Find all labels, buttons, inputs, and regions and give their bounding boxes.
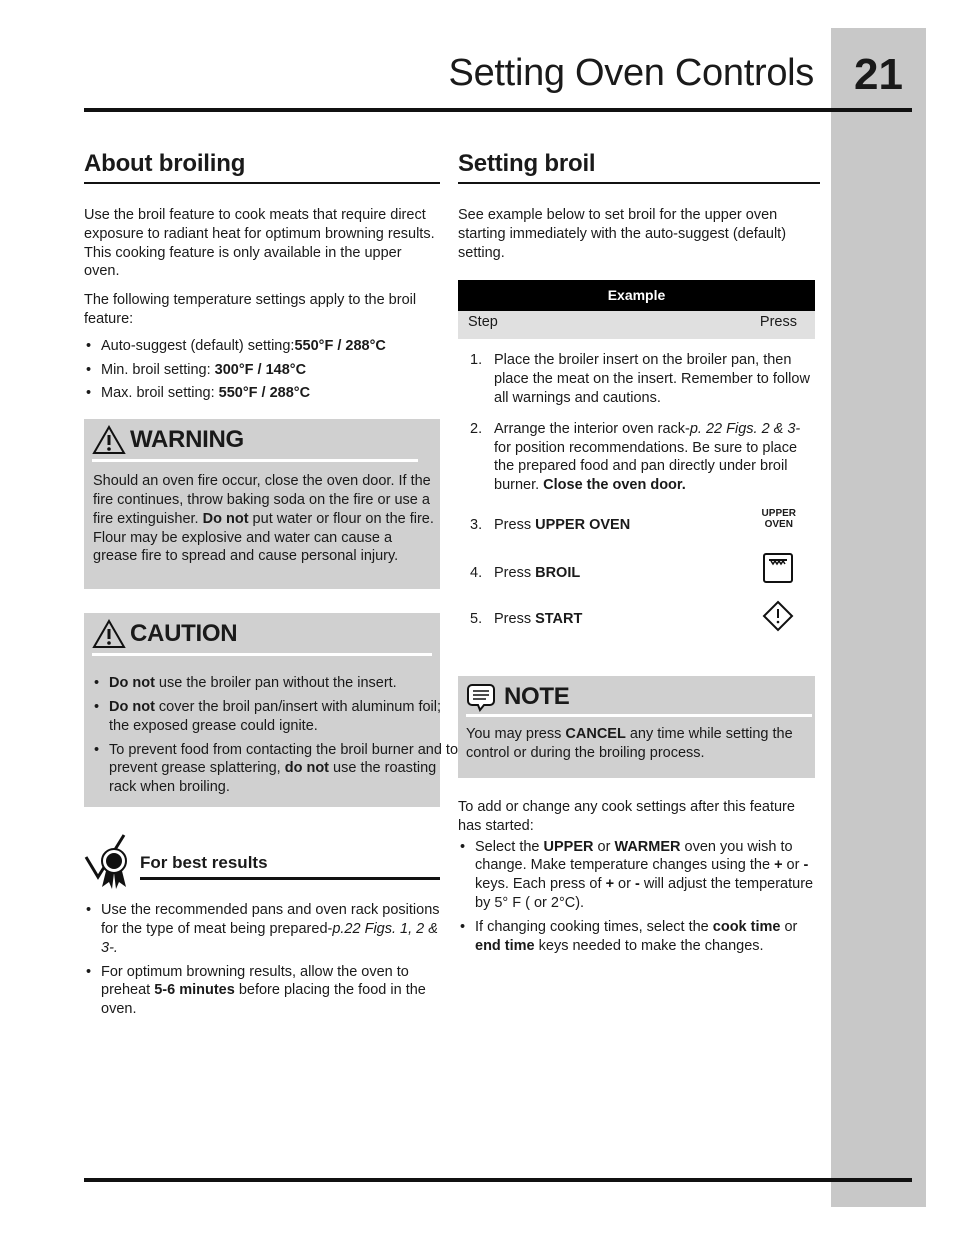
setting-broil-heading: Setting broil: [458, 150, 820, 184]
note-box: [458, 676, 815, 778]
warning-triangle-icon: [92, 425, 126, 455]
step-5: 5. Press START: [458, 610, 820, 646]
example-title: Example: [458, 280, 815, 311]
about-para-1: Use the broil feature to cook meats that require direct exposure to radiant heat for optimum browning results. This cooking feature is only available in the upper oven.: [84, 207, 435, 280]
title-rule: [84, 108, 912, 112]
best-results-title: For best results: [140, 853, 268, 873]
example-table: [458, 280, 815, 339]
steps-list: [458, 351, 820, 646]
about-para-2: The following temperature settings apply to the broil feature:: [84, 292, 417, 327]
step-4: 4. Press BROIL: [458, 564, 820, 600]
side-tab-bar: [831, 28, 926, 1207]
about-broiling-column: [84, 150, 459, 1024]
broil-settings-list: [84, 337, 440, 403]
upper-oven-key[interactable]: UPPER OVEN: [761, 507, 796, 530]
after-start-list: [458, 838, 820, 956]
note-header: [458, 676, 815, 714]
caution-list: [84, 664, 464, 797]
caution-triangle-icon: [92, 619, 126, 649]
after-start-section: [458, 798, 820, 955]
bottom-rule: [84, 1178, 912, 1182]
after-start-intro: To add or change any cook settings after this feature has started:: [458, 798, 795, 834]
note-text: You may press CANCEL any time while setting the control or during the broiling process.: [466, 725, 793, 761]
list-item: • Auto-suggest (default) setting:550°F / 288°C: [84, 337, 440, 356]
note-speech-icon: [466, 682, 496, 712]
col-press: Press: [759, 314, 797, 331]
caution-box: [84, 613, 459, 807]
list-item: • For optimum browning results, allow the oven to preheat 5-6 minutes before placing the food in the oven.: [84, 963, 440, 1019]
warning-header: [84, 419, 440, 459]
about-broiling-heading: About broiling: [84, 150, 440, 184]
list-item: • To prevent food from contacting the broil burner and to prevent grease splattering, do not use the roasting rack when broiling.: [92, 741, 464, 797]
ribbon-check-icon: [84, 833, 134, 891]
page-title: Setting Oven Controls: [448, 52, 814, 94]
note-title: NOTE: [504, 682, 570, 710]
page-number: 21: [854, 50, 903, 99]
caution-header: [84, 613, 440, 653]
list-item: • Do not cover the broil pan/insert with aluminum foil; the exposed grease could ignite.: [92, 698, 464, 736]
best-results-header: [84, 833, 440, 893]
col-step: Step: [468, 314, 498, 331]
step-2: 2. Arrange the interior oven rack-p. 22 Figs. 2 & 3- for position recommendations. Be sure to place the prepared food and pan directly under broil burner. Close the oven door.: [470, 420, 801, 494]
list-item: • Max. broil setting: 550°F / 288°C: [84, 384, 440, 403]
setting-broil-intro: See example below to set broil for the upper oven starting immediately with the auto-suggest (default) setting.: [458, 207, 787, 261]
caution-title: CAUTION: [130, 620, 238, 648]
best-results-list: [84, 901, 440, 1019]
list-item: • If changing cooking times, select the cook time or end time keys needed to make the changes.: [458, 918, 820, 956]
broil-key-icon[interactable]: [762, 552, 794, 584]
list-item: • Min. broil setting: 300°F / 148°C: [84, 361, 440, 380]
step-1: 1. Place the broiler insert on the broiler pan, then place the meat on the insert. Remember to follow all warnings and cautions.: [470, 352, 810, 406]
list-item: • Use the recommended pans and oven rack positions for the type of meat being prepared-p.22 Figs. 1, 2 & 3-.: [84, 901, 440, 957]
example-columns: [458, 311, 815, 339]
list-item: • Do not use the broiler pan without the insert.: [92, 674, 464, 693]
list-item: • Select the UPPER or WARMER oven you wish to change. Make temperature changes using the + or - keys. Each press of + or - will adjust the temperature by 5° F ( or 2°C).: [458, 838, 820, 913]
warning-text: Should an oven fire occur, close the oven door. If the fire continues, throw baking soda on the fire or use a fire extinguisher. Do not put water or flour on the fire. Flour may be explosive and water can cause a grease fire to spread and cause personal injury.: [93, 473, 434, 565]
setting-broil-column: [458, 150, 820, 960]
warning-title: WARNING: [130, 426, 244, 454]
start-key-icon[interactable]: [762, 600, 794, 632]
step-3: 3. Press UPPER OVEN UPPER OVEN: [470, 507, 796, 533]
warning-box: [84, 419, 440, 589]
